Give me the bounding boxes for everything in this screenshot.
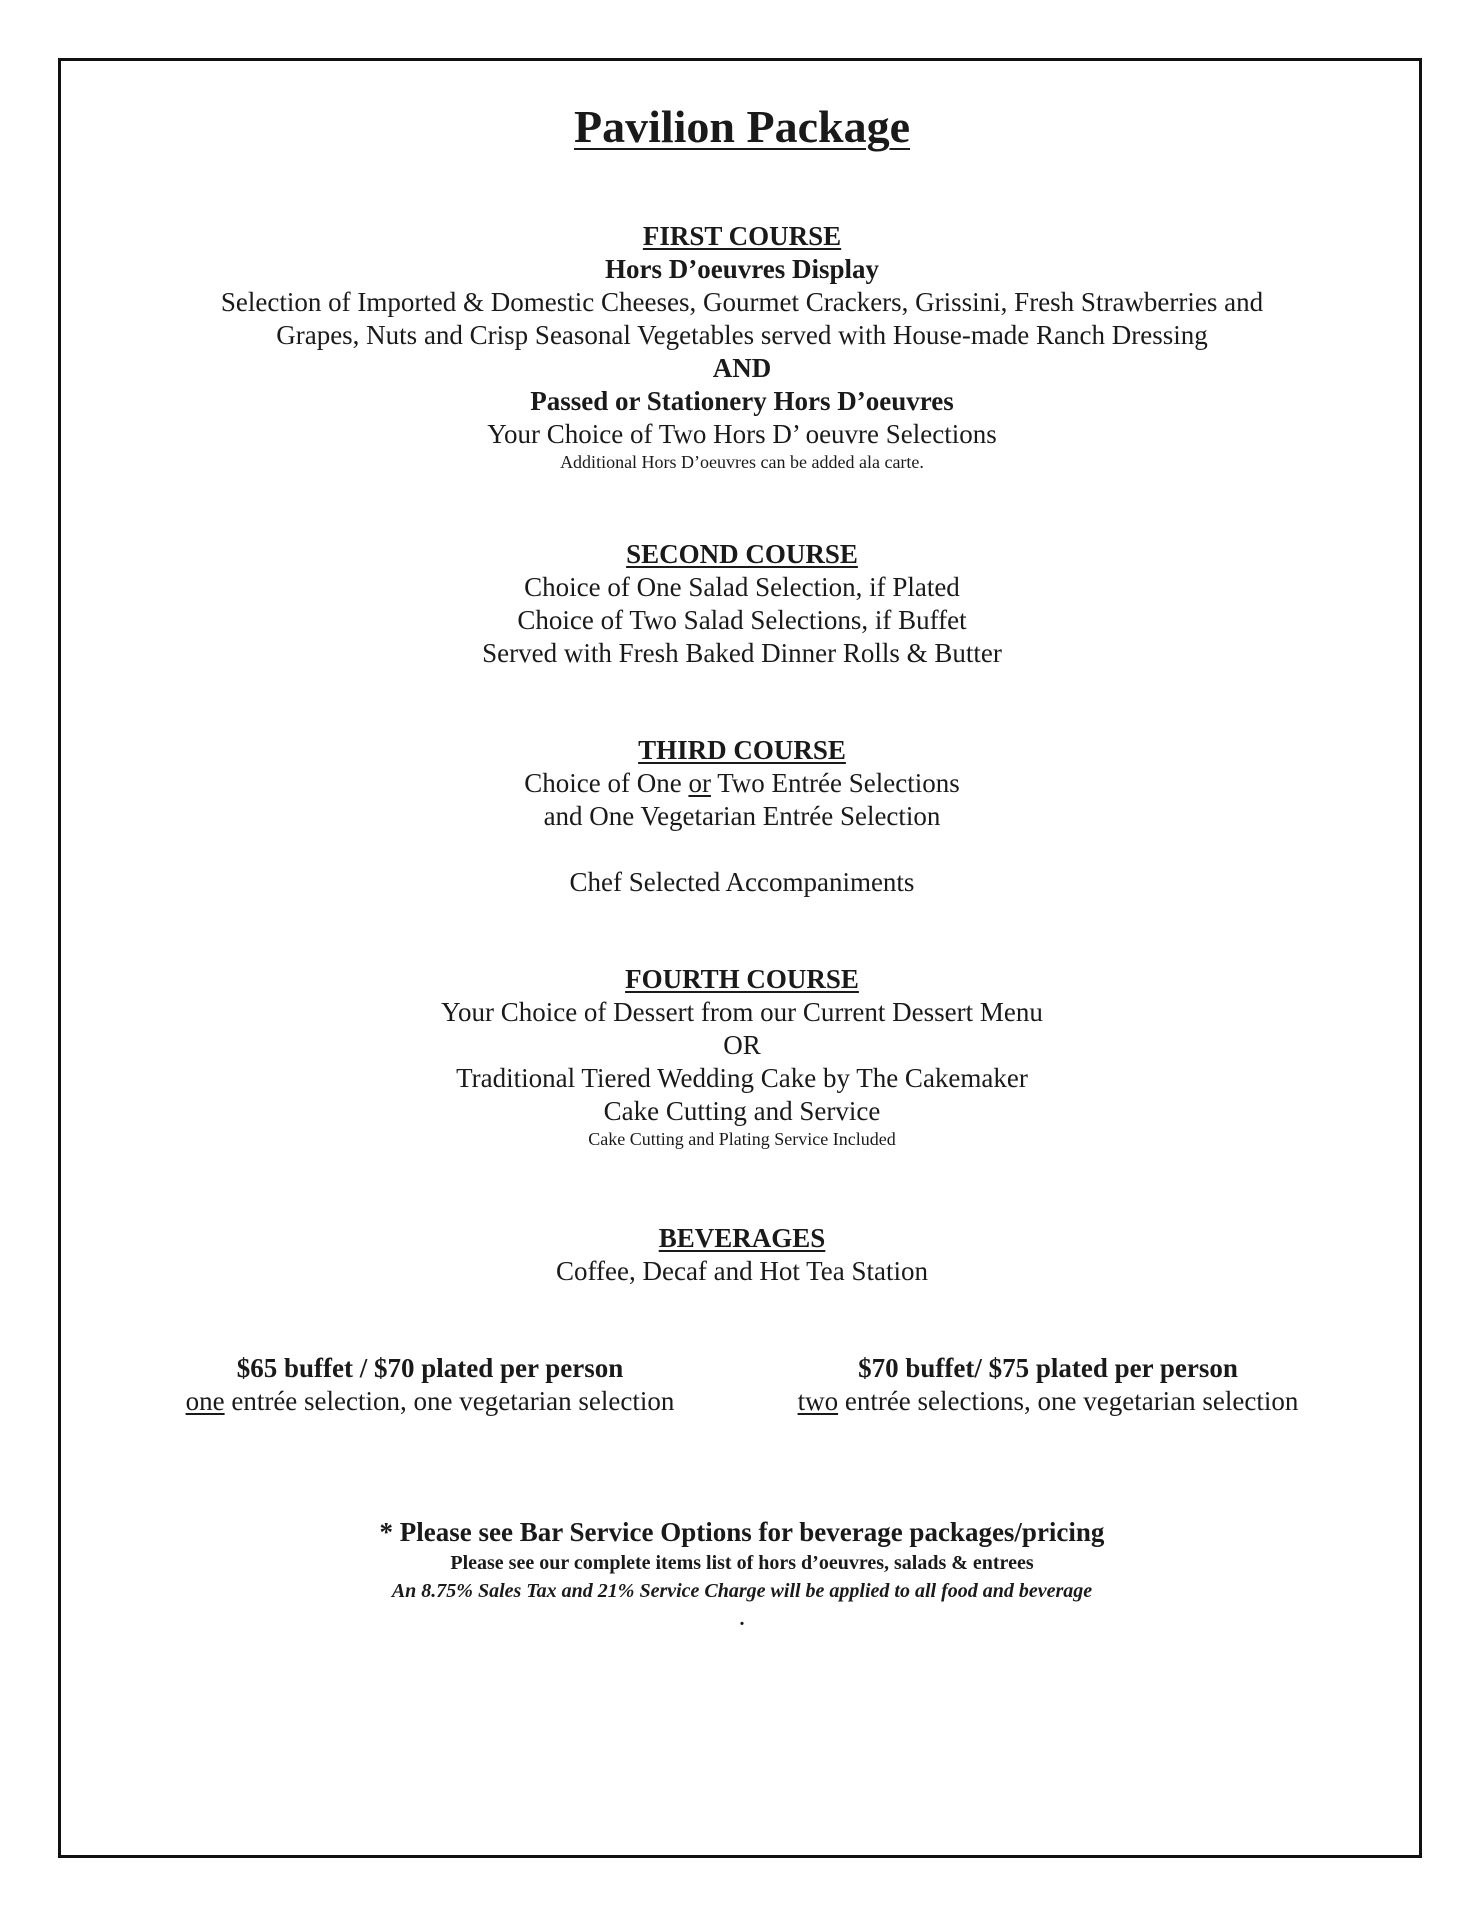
page-title: Pavilion Package <box>573 101 911 152</box>
pricing-right-desc-line <box>738 1385 1358 1418</box>
complete-items-note: Please see our complete items list of hors d’oeuvres, salads & entrees <box>450 1552 1034 1574</box>
hors-doeuvre-note: Additional Hors D’oeuvres can be added ala carte. <box>560 452 924 472</box>
fourth-course-section <box>0 963 1484 1150</box>
dinner-rolls-line: Served with Fresh Baked Dinner Rolls & Butter <box>482 638 1002 668</box>
pricing-right-price: $70 buffet/ $75 plated per person <box>858 1353 1238 1383</box>
footer-period: . <box>739 1608 745 1630</box>
beverages-line: Coffee, Decaf and Hot Tea Station <box>556 1256 928 1286</box>
second-course-heading: SECOND COURSE <box>626 539 858 569</box>
hors-doeuvres-display-heading: Hors D’oeuvres Display <box>605 254 879 284</box>
accompaniments-line: Chef Selected Accompaniments <box>569 867 915 897</box>
entree-choice-or: or <box>688 768 711 798</box>
vegetarian-entree-line: and One Vegetarian Entrée Selection <box>543 801 941 831</box>
pricing-left-one: one <box>185 1386 225 1416</box>
pricing-option-right <box>738 1352 1358 1418</box>
and-separator: AND <box>712 353 772 383</box>
dessert-choice-line: Your Choice of Dessert from our Current Dessert Menu <box>441 997 1043 1027</box>
third-course-heading: THIRD COURSE <box>638 735 846 765</box>
or-separator: OR <box>723 1030 761 1060</box>
bar-service-note: * Please see Bar Service Options for beverage packages/pricing <box>379 1517 1105 1547</box>
fourth-course-heading: FOURTH COURSE <box>625 964 859 994</box>
passed-hors-doeuvres-heading: Passed or Stationery Hors D’oeuvres <box>530 386 954 416</box>
cake-service-line: Cake Cutting and Service <box>603 1096 881 1126</box>
pricing-left-desc: entrée selection, one vegetarian selection <box>224 1386 675 1416</box>
cake-service-note: Cake Cutting and Plating Service Included <box>588 1129 896 1149</box>
tax-service-charge-note: An 8.75% Sales Tax and 21% Service Charge will be applied to all food and beverage <box>391 1580 1093 1602</box>
hors-doeuvre-choice: Your Choice of Two Hors D’ oeuvre Selections <box>487 419 997 449</box>
first-course-section <box>0 220 1484 473</box>
display-description-line-2: Grapes, Nuts and Crisp Seasonal Vegetables served with House-made Ranch Dressing <box>276 320 1208 350</box>
pricing-option-left <box>120 1352 740 1418</box>
pricing-right-desc: entrée selections, one vegetarian selection <box>838 1386 1299 1416</box>
beverages-section <box>0 1222 1484 1288</box>
entree-choice-line <box>0 767 1484 800</box>
pricing-left-desc-line <box>120 1385 740 1418</box>
footer-notes <box>0 1516 1484 1633</box>
first-course-heading: FIRST COURSE <box>642 221 842 251</box>
entree-choice-pre: Choice of One <box>524 768 689 798</box>
pricing-left-price: $65 buffet / $70 plated per person <box>236 1353 624 1383</box>
second-course-section <box>0 538 1484 670</box>
pricing-right-two: two <box>797 1386 839 1416</box>
third-course-section <box>0 734 1484 899</box>
salad-buffet-line: Choice of Two Salad Selections, if Buffet <box>517 605 967 635</box>
entree-choice-post: Two Entrée Selections <box>710 768 960 798</box>
salad-plated-line: Choice of One Salad Selection, if Plated <box>524 572 960 602</box>
beverages-heading: BEVERAGES <box>658 1223 826 1253</box>
wedding-cake-line: Traditional Tiered Wedding Cake by The Cakemaker <box>456 1063 1028 1093</box>
display-description-line-1: Selection of Imported & Domestic Cheeses, Gourmet Crackers, Grissini, Fresh Strawberries and <box>220 287 1264 317</box>
